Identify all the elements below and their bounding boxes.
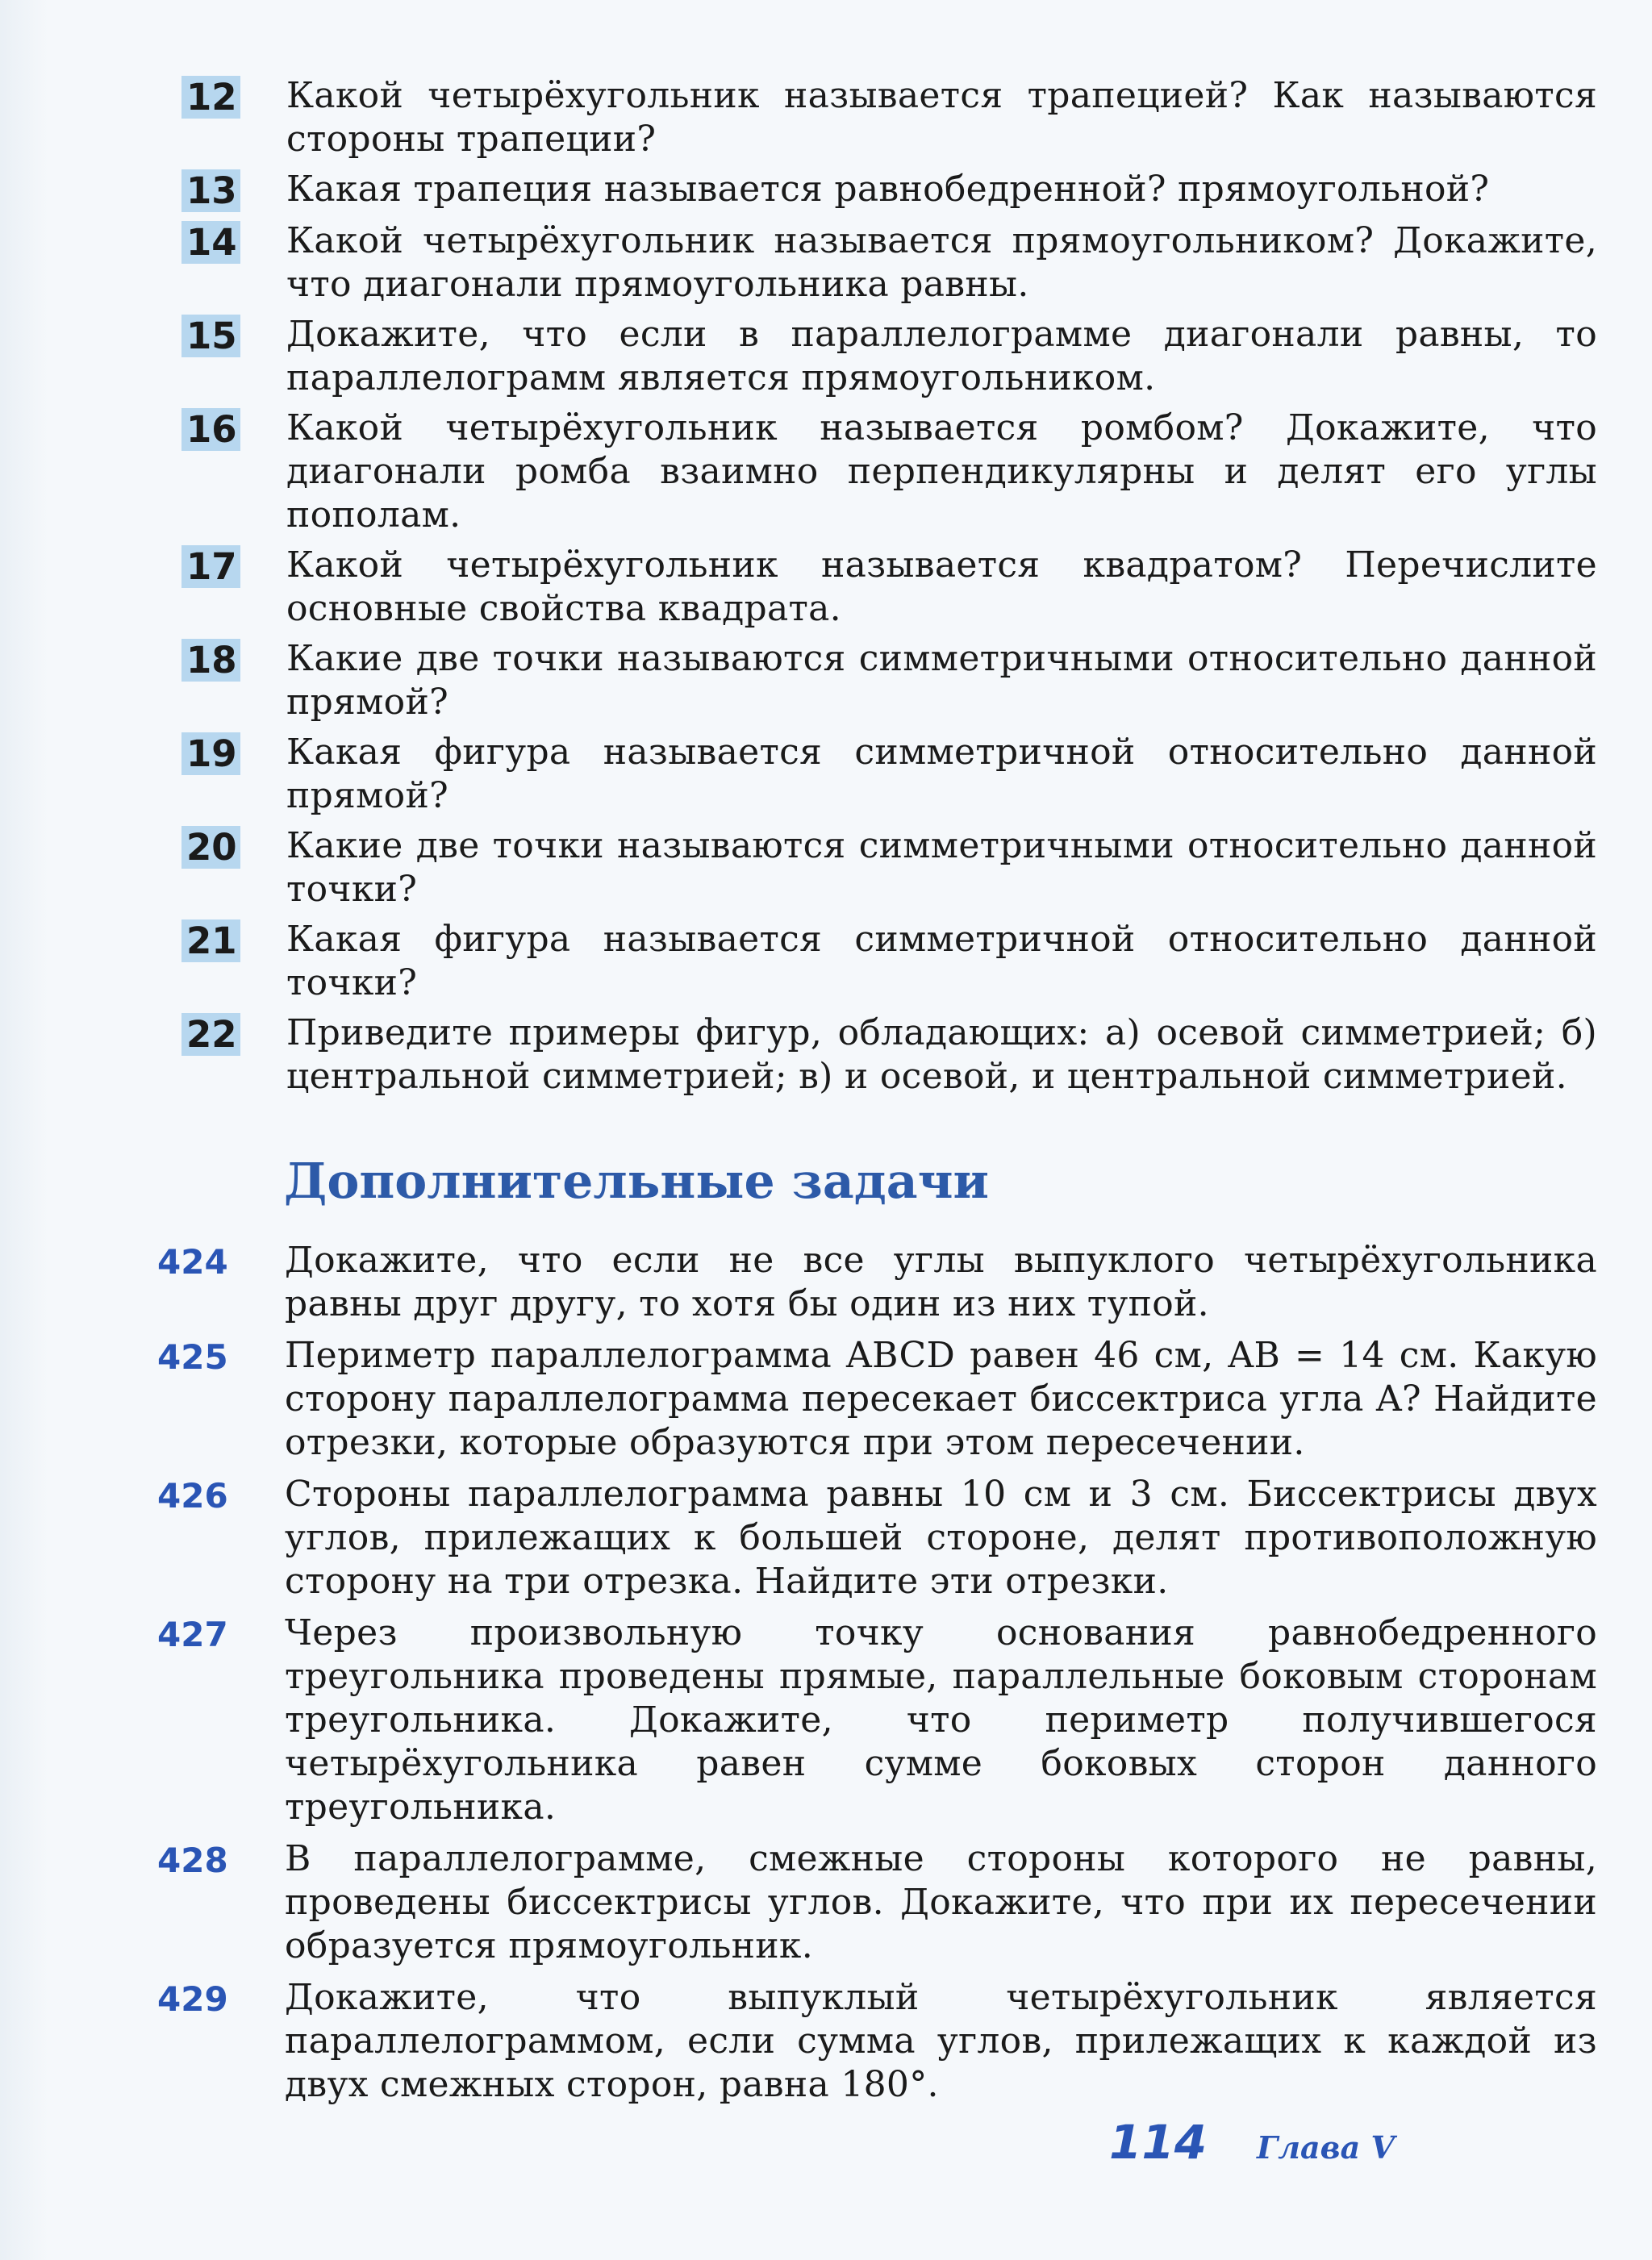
question-number: 15 xyxy=(181,315,240,357)
question-item xyxy=(181,407,1597,537)
question-text: Какой четырёхугольник называется прямоугольником? Докажите, что диагонали прямоугольника равны. xyxy=(286,220,1597,305)
task-item xyxy=(157,1837,1597,1968)
task-number: 424 xyxy=(157,1242,228,1282)
question-number: 14 xyxy=(181,221,240,264)
question-item xyxy=(181,731,1597,818)
question-item xyxy=(181,168,1597,213)
task-item xyxy=(157,1976,1597,2107)
task-text: Докажите, что если не все углы выпуклого четырёхугольника равны друг другу, то хотя бы один из них тупой. xyxy=(285,1240,1597,1324)
task-item xyxy=(157,1334,1597,1465)
task-number: 427 xyxy=(157,1615,228,1654)
question-item xyxy=(181,637,1597,724)
question-number: 21 xyxy=(181,919,240,962)
question-item xyxy=(181,74,1597,161)
question-number: 13 xyxy=(181,169,240,212)
task-number: 425 xyxy=(157,1337,228,1377)
task-number: 426 xyxy=(157,1476,228,1516)
question-number: 12 xyxy=(181,76,240,119)
question-text: Докажите, что если в параллелограмме диагонали равны, то параллелограмм является прямоугольником. xyxy=(286,314,1597,398)
question-item xyxy=(181,824,1597,911)
task-text: В параллелограмме, смежные стороны которого не равны, проведены биссектрисы углов. Докажите, что при их пересечении образуется прямоугольник. xyxy=(285,1838,1597,1966)
question-number: 20 xyxy=(181,826,240,869)
question-text: Приведите примеры фигур, обладающих: а) осевой симметрией; б) центральной симметрией; в) и осевой, и центральной симметрией. xyxy=(286,1012,1597,1097)
question-text: Какая фигура называется симметричной относительно данной точки? xyxy=(286,919,1597,1003)
review-questions-list xyxy=(181,74,1597,1099)
task-number: 429 xyxy=(157,1979,228,2019)
chapter-label: Глава V xyxy=(1257,2129,1395,2166)
question-text: Какая фигура называется симметричной относительно данной прямой? xyxy=(286,732,1597,816)
task-item xyxy=(157,1612,1597,1829)
question-number: 17 xyxy=(181,545,240,588)
task-item xyxy=(157,1239,1597,1326)
question-text: Какой четырёхугольник называется квадратом? Перечислите основные свойства квадрата. xyxy=(286,544,1597,629)
question-text: Какая трапеция называется равнобедренной? прямоугольной? xyxy=(286,169,1490,210)
question-text: Какие две точки называются симметричными относительно данной прямой? xyxy=(286,638,1597,723)
question-number: 16 xyxy=(181,408,240,451)
question-item xyxy=(181,219,1597,306)
question-number: 22 xyxy=(181,1013,240,1056)
section-title: Дополнительные задачи xyxy=(284,1153,989,1210)
page-number: 114 xyxy=(1109,2115,1208,2170)
task-text: Докажите, что выпуклый четырёхугольник является параллелограммом, если сумма углов, прилежащих к каждой из двух смежных сторон, равна 180°. xyxy=(285,1977,1597,2105)
task-number: 428 xyxy=(157,1841,228,1880)
question-item xyxy=(181,313,1597,400)
additional-tasks-list xyxy=(157,1239,1597,2107)
task-item xyxy=(157,1473,1597,1603)
question-number: 18 xyxy=(181,639,240,682)
question-item xyxy=(181,1011,1597,1099)
task-text: Периметр параллелограмма ABCD равен 46 см, AB = 14 см. Какую сторону параллелограмма пересекает биссектриса угла A? Найдите отрезки, которые образуются при этом пересечении. xyxy=(285,1335,1597,1463)
question-text: Какой четырёхугольник называется трапецией? Как называются стороны трапеции? xyxy=(286,75,1597,160)
question-text: Какой четырёхугольник называется ромбом? Докажите, что диагонали ромба взаимно перпендикулярны и делят его углы пополам. xyxy=(286,407,1597,536)
task-text: Стороны параллелограмма равны 10 см и 3 см. Биссектрисы двух углов, прилежащих к большей стороне, делят противоположную сторону на три отрезка. Найдите эти отрезки. xyxy=(285,1474,1597,1602)
question-item xyxy=(181,918,1597,1005)
task-text: Через произвольную точку основания равнобедренного треугольника проведены прямые, параллельные боковым сторонам треугольника. Докажите, что периметр получившегося четырёхугольника равен сумме боковых сторон данного треугольника. xyxy=(285,1612,1597,1828)
question-item xyxy=(181,544,1597,631)
question-number: 19 xyxy=(181,732,240,775)
question-text: Какие две точки называются симметричными относительно данной точки? xyxy=(286,825,1597,910)
